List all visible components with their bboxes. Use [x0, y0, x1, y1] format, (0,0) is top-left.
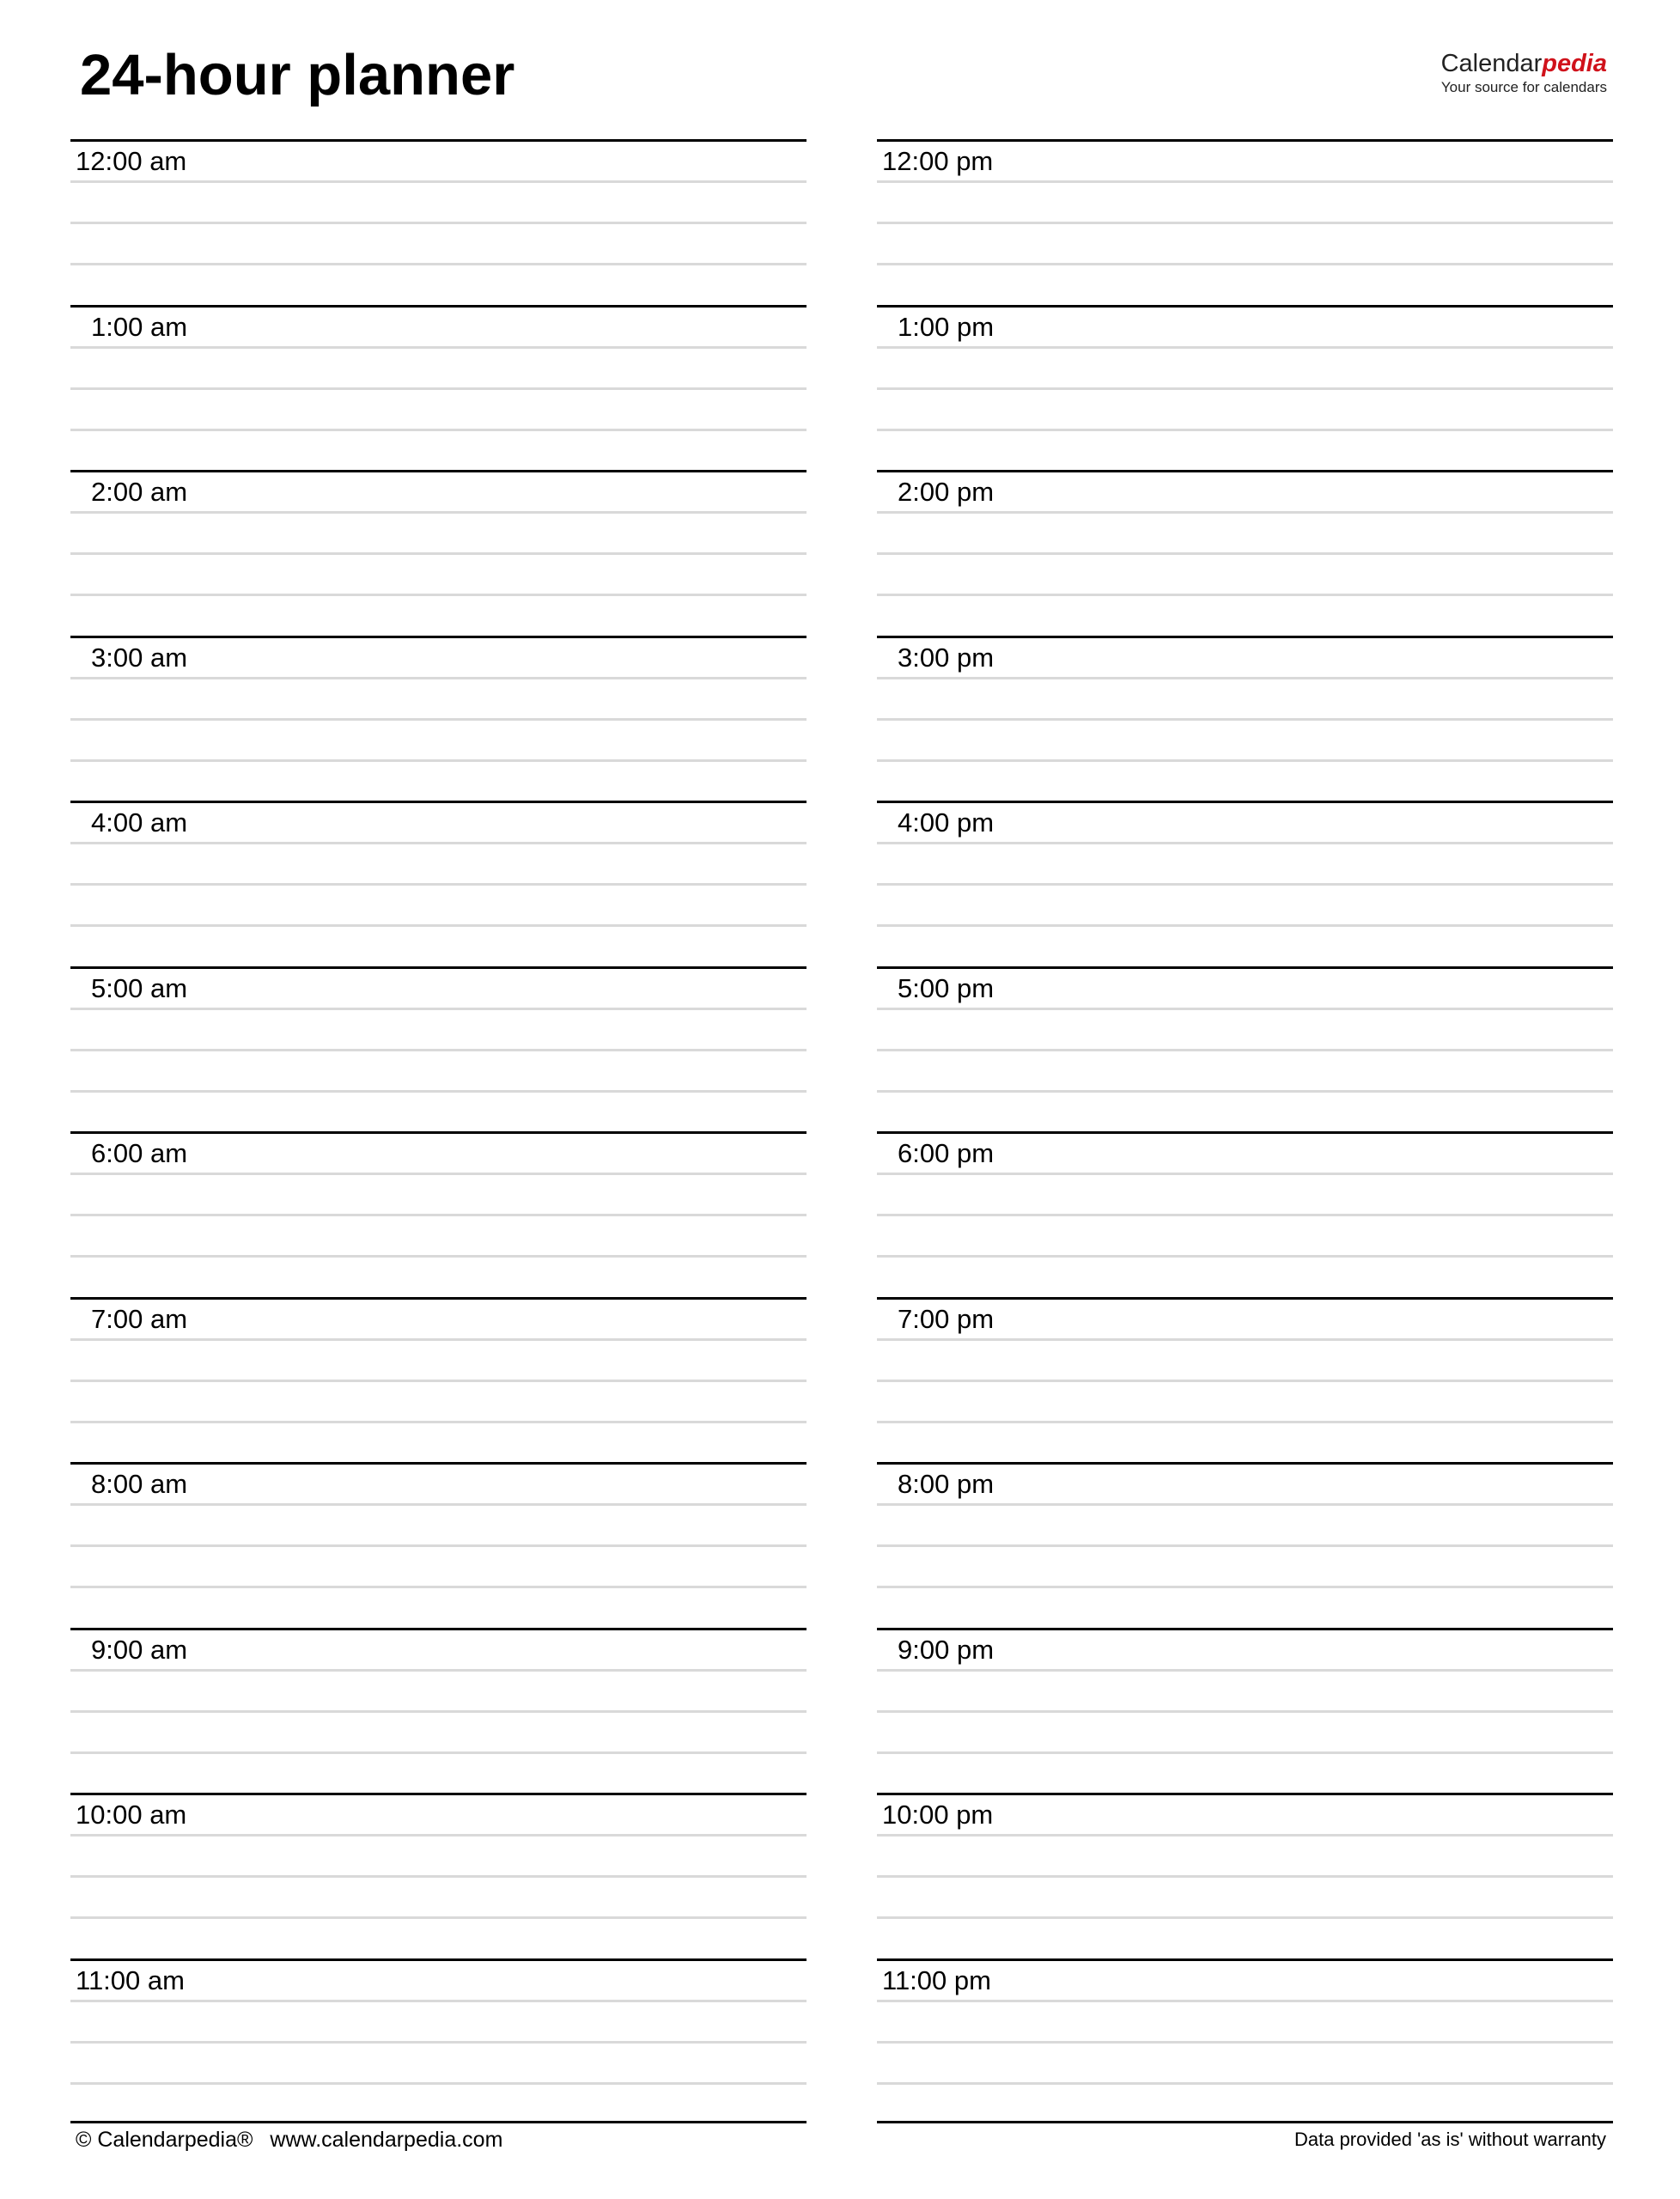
brand-name — [1441, 50, 1607, 77]
writing-line — [877, 1751, 1613, 1754]
writing-line — [70, 1338, 807, 1341]
hour-block[interactable] — [877, 305, 1613, 471]
writing-line — [70, 2041, 807, 2044]
writing-line — [70, 511, 807, 514]
writing-line — [70, 1834, 807, 1837]
writing-line — [877, 1421, 1613, 1423]
writing-line — [877, 2082, 1613, 2085]
writing-line — [70, 677, 807, 679]
writing-line — [877, 718, 1613, 721]
hour-label: 1:00 pm — [898, 311, 995, 342]
writing-line — [70, 1173, 807, 1175]
writing-line — [877, 1544, 1613, 1547]
writing-line — [70, 1875, 807, 1878]
hour-label: 10:00 am — [76, 1800, 187, 1830]
writing-line — [877, 1875, 1613, 1878]
hour-block[interactable] — [877, 801, 1613, 966]
hour-block[interactable] — [70, 636, 807, 801]
writing-line — [70, 263, 807, 265]
hour-label: 6:00 am — [91, 1138, 188, 1168]
writing-line — [877, 2041, 1613, 2044]
writing-line — [877, 759, 1613, 762]
writing-line — [877, 1380, 1613, 1382]
brand-name-prefix: Calendar — [1440, 50, 1543, 77]
hour-label: 11:00 am — [76, 1964, 185, 1995]
writing-line — [70, 1544, 807, 1547]
writing-line — [877, 1173, 1613, 1175]
writing-line — [877, 1214, 1613, 1216]
writing-line — [70, 387, 807, 390]
brand-tagline: Your source for calendars — [1440, 79, 1607, 95]
writing-line — [877, 1008, 1613, 1010]
writing-line — [877, 842, 1613, 844]
writing-line — [70, 1090, 807, 1093]
writing-line — [877, 1338, 1613, 1341]
writing-line — [877, 924, 1613, 927]
footer-credits — [76, 2125, 502, 2154]
hour-block[interactable] — [877, 1958, 1613, 2124]
hour-block[interactable] — [70, 139, 807, 305]
hour-block[interactable] — [877, 470, 1613, 636]
writing-line — [877, 594, 1613, 596]
writing-line — [70, 552, 807, 555]
hour-block[interactable] — [877, 1462, 1613, 1628]
writing-line — [877, 883, 1613, 886]
hour-label: 7:00 pm — [898, 1303, 995, 1334]
writing-line — [877, 1049, 1613, 1051]
writing-line — [70, 429, 807, 431]
hour-label: 3:00 am — [91, 642, 188, 673]
hour-label: 9:00 pm — [898, 1634, 995, 1665]
writing-line — [877, 552, 1613, 555]
hour-label: 6:00 pm — [898, 1138, 995, 1168]
hour-label: 10:00 pm — [882, 1800, 994, 1830]
writing-line — [70, 759, 807, 762]
writing-line — [70, 1669, 807, 1672]
writing-line — [877, 1710, 1613, 1713]
hour-label: 5:00 am — [91, 972, 188, 1003]
hour-block[interactable] — [70, 1297, 807, 1463]
writing-line — [70, 1421, 807, 1423]
writing-line — [70, 1049, 807, 1051]
page-title: 24-hour planner — [80, 43, 515, 107]
hour-block[interactable] — [70, 1462, 807, 1628]
brand-name-accent: pedia — [1542, 50, 1607, 77]
hour-block[interactable] — [70, 1793, 807, 1958]
writing-line — [877, 2000, 1613, 2002]
pm-column — [877, 139, 1613, 2123]
bottom-rule — [70, 2121, 807, 2123]
writing-line — [877, 1669, 1613, 1672]
hour-label: 8:00 pm — [898, 1469, 995, 1499]
hour-block[interactable] — [70, 801, 807, 966]
hour-label: 12:00 am — [76, 146, 187, 176]
writing-line — [877, 1586, 1613, 1588]
hour-label: 4:00 pm — [898, 807, 995, 838]
writing-line — [70, 1503, 807, 1506]
hour-block[interactable] — [877, 1628, 1613, 1794]
hour-block[interactable] — [70, 1131, 807, 1297]
writing-line — [877, 1090, 1613, 1093]
disclaimer-text: Data provided 'as is' without warranty — [1293, 2129, 1606, 2150]
writing-line — [70, 1916, 807, 1919]
hour-block[interactable] — [877, 966, 1613, 1132]
writing-line — [70, 2000, 807, 2002]
writing-line — [70, 222, 807, 224]
writing-line — [70, 1255, 807, 1258]
brand-logo[interactable] — [1441, 50, 1607, 96]
writing-line — [70, 1586, 807, 1588]
hour-block[interactable] — [70, 966, 807, 1132]
hour-block[interactable] — [70, 470, 807, 636]
hour-block[interactable] — [70, 1958, 807, 2124]
hour-block[interactable] — [877, 1793, 1613, 1958]
copyright-text: © Calendarpedia® — [76, 2128, 253, 2152]
writing-line — [877, 346, 1613, 349]
hour-label: 9:00 am — [91, 1634, 188, 1665]
writing-line — [877, 511, 1613, 514]
bottom-rule — [877, 2121, 1613, 2123]
writing-line — [70, 842, 807, 844]
hour-block[interactable] — [877, 1131, 1613, 1297]
am-column — [70, 139, 807, 2123]
hour-label: 8:00 am — [91, 1469, 188, 1499]
hour-block[interactable] — [70, 1628, 807, 1794]
hour-label: 7:00 am — [91, 1303, 188, 1334]
hour-block[interactable] — [70, 305, 807, 471]
hour-label: 3:00 pm — [898, 642, 995, 673]
writing-line — [70, 346, 807, 349]
writing-line — [877, 387, 1613, 390]
hour-label: 1:00 am — [91, 311, 188, 342]
writing-line — [70, 718, 807, 721]
writing-line — [70, 594, 807, 596]
hour-block[interactable] — [877, 636, 1613, 801]
hour-label: 12:00 pm — [882, 146, 994, 176]
hour-block[interactable] — [877, 1297, 1613, 1463]
writing-line — [70, 883, 807, 886]
writing-line — [877, 180, 1613, 183]
writing-line — [877, 222, 1613, 224]
hour-label: 11:00 pm — [882, 1964, 991, 1995]
writing-line — [70, 1214, 807, 1216]
writing-line — [70, 1751, 807, 1754]
writing-line — [877, 263, 1613, 265]
writing-line — [70, 1380, 807, 1382]
writing-line — [70, 2082, 807, 2085]
writing-line — [70, 180, 807, 183]
website-link[interactable]: www.calendarpedia.com — [270, 2128, 503, 2152]
writing-line — [70, 1008, 807, 1010]
hour-label: 2:00 pm — [898, 477, 995, 507]
writing-line — [877, 429, 1613, 431]
hour-label: 5:00 pm — [898, 972, 995, 1003]
hour-label: 2:00 am — [91, 477, 188, 507]
writing-line — [70, 924, 807, 927]
hour-label: 4:00 am — [91, 807, 188, 838]
writing-line — [877, 1503, 1613, 1506]
writing-line — [877, 1916, 1613, 1919]
writing-line — [70, 1710, 807, 1713]
writing-line — [877, 1834, 1613, 1837]
writing-line — [877, 1255, 1613, 1258]
writing-line — [877, 677, 1613, 679]
hour-block[interactable] — [877, 139, 1613, 305]
